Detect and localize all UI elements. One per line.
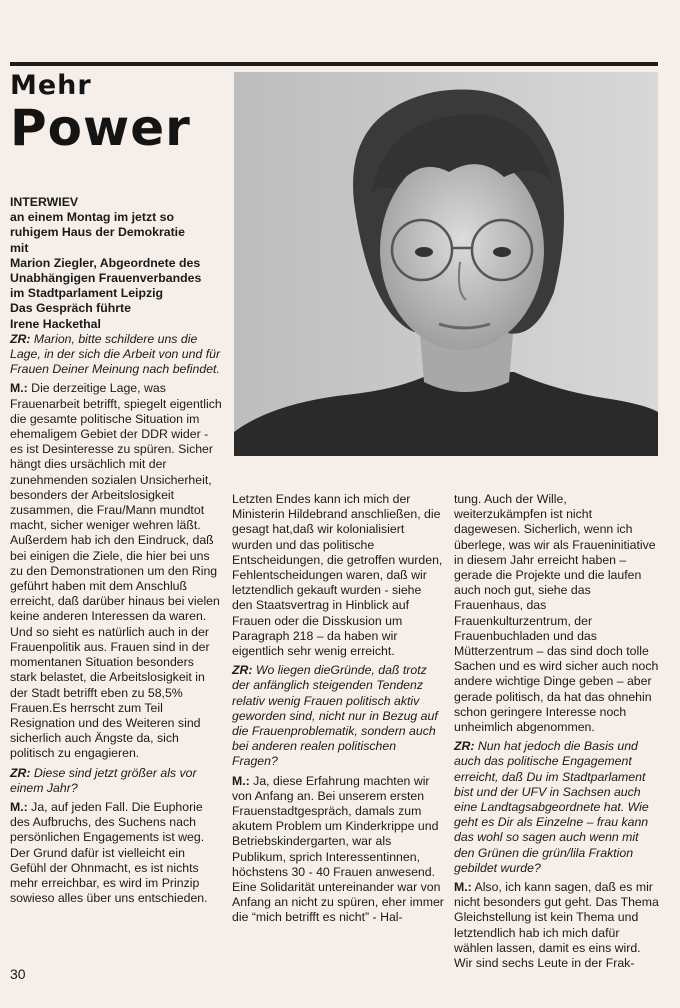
portrait-image [234, 72, 658, 456]
answer-text: Also, ich kann sagen, daß es mir nicht besonders gut geht. Das Thema Gleichstellung ist kein Thema und letztendlich hab ich mich dafür wählen lassen, damit es eins wird. [454, 880, 659, 955]
question-4 [454, 739, 660, 876]
answer-continued: tung. Auch der Wille, weiterzukämpfen ist nicht dagewesen. Sicherlich, wenn ich überlege, was wir als Fraueninitiative in diesem Jahr erreicht haben – gerade die Projekte und die laufen auch noch gut, siehe das Frauenhaus, das Frauenkulturzentrum, der Frauenbuchladen und das Mütterzentrum – das sind doch tolle Sachen und es wird sicher auch noch andere wichtige Dinge geben – aber gerade politisch, da hat das ohnehin schon geringere Interesse noch unheimlich abgenommen. [454, 492, 659, 735]
question-text: Diese sind jetzt größer als vor einem Jahr? [10, 765, 197, 795]
answer-4 [454, 880, 660, 956]
speaker-m: M.: [454, 880, 472, 895]
answer-4-continued: Wir sind sechs Leute in der Frak- [454, 956, 635, 971]
page-number: 30 [10, 966, 26, 982]
speaker-zr: ZR: [454, 739, 475, 754]
question-2 [10, 766, 222, 796]
answer-2 [10, 800, 222, 906]
intro-line: ruhigem Haus der Demokratie [10, 225, 185, 240]
headline-line-2: Power [10, 99, 191, 157]
answer-1-continued: Und so sieht es natürlich auch in der Frauenpolitik aus. Frauen sind in der momentanen Situation besonders stark belastet, die Arbeitslosigkeit in der Stadt betrifft eben zu 58,5% Frauen.Es herrscht zum Teil Resignation und des Weiteren sind sicherlich auch Ängste da, sich politisch zu engagieren. [10, 624, 210, 761]
speaker-m: M.: [10, 381, 28, 396]
speaker-zr: ZR: [10, 765, 31, 780]
headline [10, 70, 230, 156]
question-text: Nun hat jedoch die Basis und auch das politische Engagement erreicht, daß Du im Stadtparlament bist und der UFV in Sachsen auch eine Landtagsabgeordnete hat. Wie geht es Dir als Einzelne – frau kann das wohl so sagen auch wenn mit den Grünen die grün/lila Fraktion gebildet wurde? [454, 739, 649, 875]
intro-label: INTERWIEV [10, 195, 79, 209]
answer-text: Ja, diese Erfahrung machten wir von Anfang an. Bei unserem ersten Frauenstadtgespräch, damals zum akutem Problem um Kinderkrippe und Betriebskindergarten, war als Publikum, sprich Interessentinnen, höchstens 30 - 40 Frauen anwesend. Eine Solidarität untereinander war von Anfang an nicht zu spüren, eher immer die “mich betrifft es nicht” - Hal- [232, 773, 444, 925]
answer-text: Die derzeitige Lage, was Frauenarbeit betrifft, spiegelt eigentlich die gesamte politische Situation im ehemaligem Gebiet der DDR wider - es ist Desinteresse zu spüren. Sicher hängt dies ursächlich mit der zunehmenden sozialen Unsicherheit, besonders der Arbeitslosigkeit zusammen, die Frau/Mann mundtot macht, sicher weniger wehren läßt. Außerdem hab ich den Eindruck, daß bei einigen die Ziele, die hier bei uns zu den Demonstrationen um den Ring geführt haben mit dem Anschluß erreicht, daß darüber hinaus bei vielen keine anderen Interessen da waren. [10, 381, 222, 624]
speaker-m: M.: [232, 773, 250, 788]
intro-line: Marion Ziegler, Abgeordnete des [10, 255, 201, 270]
header-rule [10, 62, 658, 66]
question-1 [10, 332, 222, 378]
portrait-photo [234, 72, 658, 456]
answer-1 [10, 381, 222, 624]
question-text: Marion, bitte schildere uns die Lage, in der sich die Arbeit von und für Frauen Deiner Meinung nach befindet. [10, 331, 221, 377]
answer-3 [232, 774, 444, 926]
column-1 [10, 195, 222, 906]
intro-line: an einem Montag im jetzt so [10, 210, 174, 225]
headline-line-1: Mehr [10, 70, 92, 101]
intro-line: Irene Hackethal [10, 316, 101, 331]
answer-text: Ja, auf jeden Fall. Die Euphorie des Aufbruchs, des Suchens nach persönlichen Engagements ist weg. Der Grund dafür ist vielleicht ein Gefühl der Ohnmacht, es ist nichts mehr erreichbar, es wird im Prinzip sowieso alles über uns entschieden. [10, 799, 208, 906]
intro-line: im Stadtparlament Leipzig [10, 286, 164, 301]
question-text: Wo liegen dieGründe, daß trotz der anfänglich steigenden Tendenz relativ wenig Frauen politisch aktiv geworden sind, nicht nur in Bezug auf die Frauenproblematik, sondern auch bei anderen realen politischen Fragen? [232, 663, 438, 769]
question-3 [232, 663, 444, 769]
answer-continued: Letzten Endes kann ich mich der Ministerin Hildebrand anschließen, die gesagt hat,daß wir kolonialisiert wurden und das politische Entscheidungen, die getroffen wurden, Fehlentscheidungen waren, daß wir letztendlich gekauft wurden - siehe den Staatsvertrag in Hinblick auf Frauen oder die Disskusion um Paragraph 218 – da haben wir eigentlich sehr wenig erreicht. [232, 492, 443, 659]
intro-line: mit [10, 240, 29, 255]
interview-intro [10, 195, 222, 332]
intro-line: Unabhängigen Frauenverbandes [10, 271, 202, 286]
intro-line: Das Gespräch führte [10, 301, 131, 316]
column-2 [232, 492, 444, 926]
column-3 [454, 492, 660, 971]
speaker-zr: ZR: [232, 663, 253, 678]
speaker-m: M.: [10, 799, 28, 814]
speaker-zr: ZR: [10, 331, 31, 346]
